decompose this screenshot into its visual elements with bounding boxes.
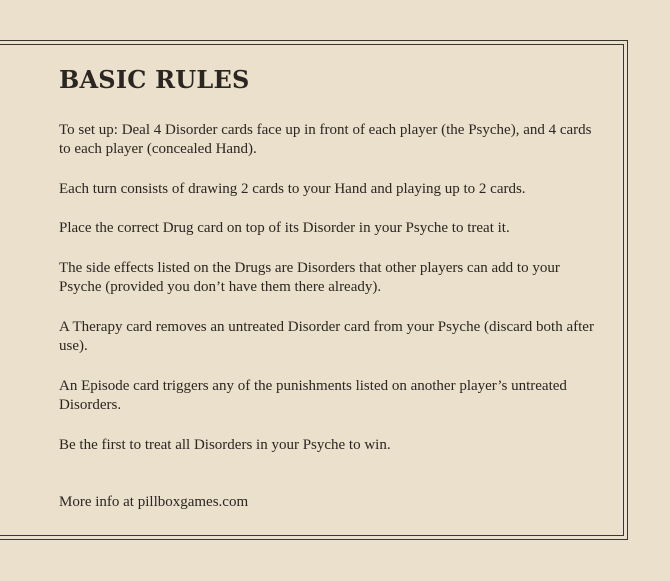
rule-win: Be the first to treat all Disorders in your Psyche to win. [59,437,391,453]
rule-turn: Each turn consists of drawing 2 cards to your Hand and playing up to 2 cards. [59,181,526,197]
rule-side-effects: The side effects listed on the Drugs are Disorders that other players can add to your Psyche (provided you don’t have them there already). [59,260,560,295]
rule-episode: An Episode card triggers any of the punishments listed on another player’s untreated Disorders. [59,378,567,413]
rules-card [0,40,628,540]
rule-therapy: A Therapy card removes an untreated Disorder card from your Psyche (discard both after use). [59,319,594,354]
rules-title: BASIC RULES [59,65,250,94]
rule-setup: To set up: Deal 4 Disorder cards face up in front of each player (the Psyche), and 4 cards to each player (concealed Hand). [59,122,592,157]
rules-card-inner-border [0,44,624,536]
rule-treat: Place the correct Drug card on top of its Disorder in your Psyche to treat it. [59,220,510,236]
rules-footer-link-text: More info at pillboxgames.com [59,494,249,510]
